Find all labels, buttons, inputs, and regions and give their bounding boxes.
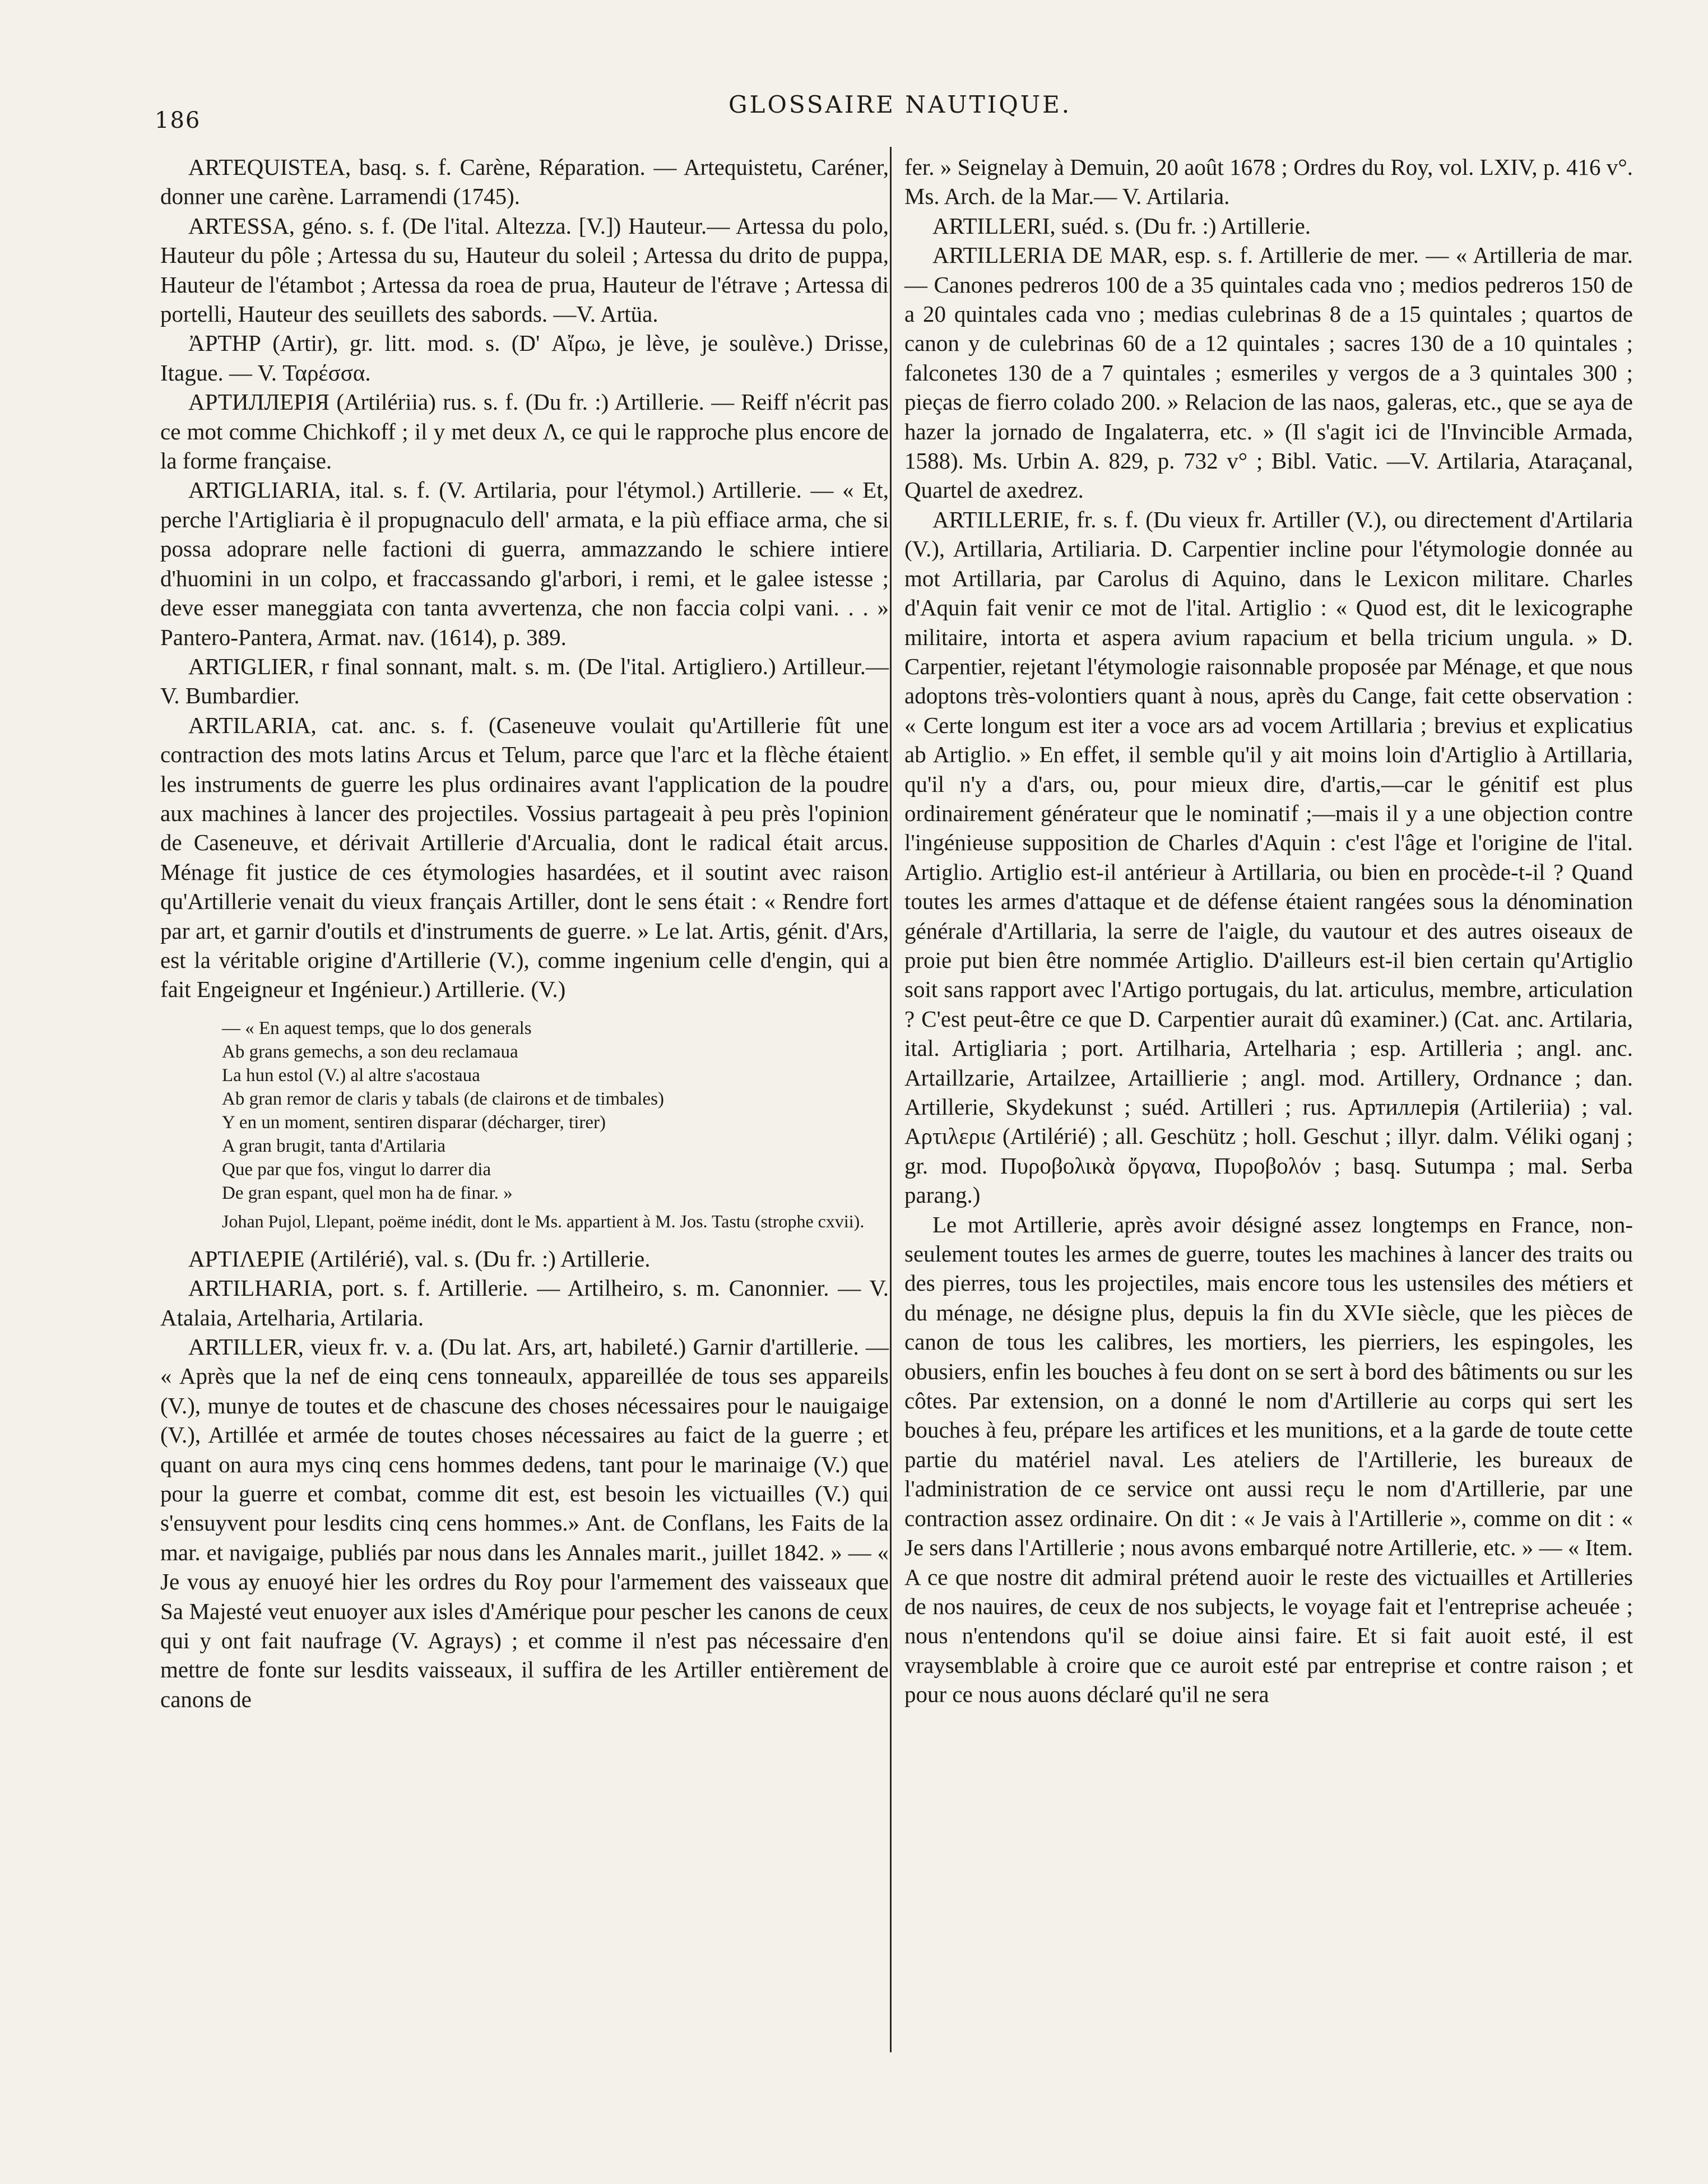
entry-continuation: fer. » Seignelay à Demuin, 20 août 1678 ; Ordres du Roy, vol. LXIV, p. 416 v°. Ms. Arch. de la Mar.— V. Artilaria. <box>904 154 1633 210</box>
entry-artillerie: ARTILLERIE, fr. s. f. (Du vieux fr. Artiller (V.), ou directement d'Artilaria (V.), Artillaria, Artiliaria. D. Carpentier incline pour l'étymologie donnée au mot Artillaria, par Carolus di Aquino, dans le Lexicon militare. Charles d'Aquin fait venir ce mot de l'ital. Artiglio : « Quod est, dit le lexicographe militaire, intorta et aspera avium rapacium et bella tricium ungula. » D. Carpentier, rejetant l'étymologie raisonnable proposée par Ménage, et que nous adoptons très-volontiers quant à nous, après du Cange, fait cette observation : « Certe longum est iter a voce ars ad vocem Artillaria ; brevius et explicatius ab Artiglio. » En effet, il semble qu'il y ait moins loin d'Artiglio à Artillaria, qu'il n'y a d'ars, ou, pour mieux dire, d'artis,—car le génitif est plus ordinairement générateur que le nominatif ;—mais il y a une objection contre l'ingénieuse supposition de Charles d'Aquin : c'est l'âge et l'origine de l'ital. Artiglio. Artiglio est-il antérieur à Artillaria, ou bien en procède-t-il ? Quand toutes les armes d'attaque et de défense étaient rangées sous la dénomination générale d'Artillaria, la serre de l'aigle, du vautour et des autres oiseaux de proie put bien être nommée Artiglio. D'ailleurs est-il bien certain qu'Artiglio soit sans rapport avec l'Artigo portugais, du lat. articulus, membre, articulation ? C'est peut-être ce que D. Carpentier aurait dû examiner.) (Cat. anc. Artilaria, ital. Artigliaria ; port. Artilharia, Artelharia ; esp. Artilleria ; angl. anc. Artaillzarie, Artailzee, Artaillierie ; angl. mod. Artillery, Ordnance ; dan. Artillerie, Skydekunst ; suéd. Artilleri ; rus. Артиллерiя (Artileriia) ; val. Αρτιλεριε (Artilérié) ; all. Geschütz ; holl. Geschut ; illyr. dalm. Véliki oganj ; gr. mod. Πυροβολικὰ ὄργανα, Πυροβολόν ; basq. Sutumpa ; mal. Serba parang.) <box>904 506 1633 1208</box>
entry-artir: ἈΡΤΗΡ (Artir), gr. litt. mod. s. (D' Αἴρω, je lève, je soulève.) Drisse, Itague. — V. Ταρέσσα. <box>160 330 889 386</box>
column-divider <box>890 147 892 2052</box>
entry-artileriia: АРТИЛЛЕРIЯ (Artilériia) rus. s. f. (Du fr. :) Artillerie. — Reiff n'écrit pas ce mot comme Chichkoff ; il y met deux Λ, ce qui le rapproche plus encore de la forme française. <box>160 389 889 474</box>
entry-artessa: ARTESSA, géno. s. f. (De l'ital. Altezza. [V.]) Hauteur.— Artessa du polo, Hauteur du pôle ; Artessa du su, Hauteur du soleil ; Artessa du drito de puppa, Hauteur de l'étambot ; Artessa da roea de prua, Hauteur de l'étrave ; Artessa di portelli, Hauteur des seuillets des sabords. —V. Artüa. <box>160 212 889 327</box>
running-title: GLOSSAIRE NAUTIQUE. <box>728 91 1072 118</box>
verse-line: — « En aquest temps, que lo dos generals <box>222 1018 532 1038</box>
entry-artillerie-discussion: Le mot Artillerie, après avoir désigné assez longtemps en France, non-seulement toutes les armes de guerre, toutes les machines à lancer des traits ou des pierres, tous les projectiles, mais encore tous les ustensiles des métiers et du ménage, ne désigne plus, depuis la fin du XVIe siècle, que les pièces de canon de tous les calibres, les mortiers, les pierriers, les espingoles, les obusiers, enfin les bouches à feu dont on se sert à bord des bâtiments ou sur les côtes. Par extension, on a donné le nom d'Artillerie au corps qui sert les bouches à feu, prépare les artifices et les munitions, et a la garde de toute cette partie du matériel naval. Les ateliers de l'Artillerie, les bureaux de l'administration de ce service ont aussi reçu le nom d'Artillerie, par une contraction assez ordinaire. On dit : « Je vais à l'Artillerie », comme on dit : « Je sers dans l'Artillerie ; nous avons embarqué notre Artillerie, etc. » — « Item. A ce que nostre dit admiral prétend auoir le reste des victuailles et Artilleries de nos nauires, de ceux de nos subjects, le voyage fait et l'entreprise acheuée ; nous n'entendons qu'il se doiue ainsi faire. Et si fait auoit esté, il est vraysemblable à croire que ce auroit esté par entreprise et contre raison ; et pour ce nous auons déclaré qu'il ne sera <box>904 1211 1633 1708</box>
entry-artilleri: ARTILLERI, suéd. s. (Du fr. :) Artillerie. <box>932 212 1311 239</box>
entry-artilaria: ARTILARIA, cat. anc. s. f. (Caseneuve voulait qu'Artillerie fût une contraction des mots latins Arcus et Telum, parce que l'arc et la flèche étaient les instruments de guerre les plus ordinaires avant l'application de la poudre aux machines à lancer des projectiles. Vossius partageait à peu près l'opinion de Caseneuve, et dérivait Artillerie d'Arcualia, dont le radical était arcus. Ménage fit justice de ces étymologies hasardées, et il soutint avec raison qu'Artillerie venait du vieux français Artiller, dont le sens était : « Rendre fort par art, et garnir d'outils et d'instruments de guerre. » Le lat. Artis, génit. d'Ars, est la véritable origine d'Artillerie (V.), comme ingenium celle d'engin, qui a fait Engeigneur et Ingénieur.) Artillerie. (V.) <box>160 712 889 1003</box>
verse-quotation <box>222 1017 889 1233</box>
verse-line: Ab gran remor de claris y tabals (de clairons et de timbales) <box>222 1088 664 1109</box>
verse-line: La hun estol (V.) al altre s'acostaua <box>222 1065 480 1086</box>
verse-source: Johan Pujol, Llepant, poëme inédit, dont le Ms. appartient à M. Jos. Tastu (strophe cxvii). <box>222 1211 865 1231</box>
verse-line: Y en un moment, sentiren disparar (décharger, tirer) <box>222 1112 606 1133</box>
left-column <box>160 152 889 1714</box>
entry-artiglier: ARTIGLIER, r final sonnant, malt. s. m. (De l'ital. Artigliero.) Artilleur.— V. Bumbardier. <box>160 653 889 709</box>
entry-artigliaria: ARTIGLIARIA, ital. s. f. (V. Artilaria, pour l'étymol.) Artillerie. — « Et, perche l'Artigliaria è il propugnaculo dell' armata, e la più effiace arma, che si possa adoprare nelle factioni di guerra, ammazzando le schiere intiere d'huomini in un colpo, et fraccassando gl'arbori, i remi, et le galee istesse ; deve esser maneggiata con tanta avvertenza, che non faccia colpi vani. . . » Pantero-Pantera, Armat. nav. (1614), p. 389. <box>160 477 889 650</box>
right-column <box>904 152 1633 1709</box>
entry-artilleria-de-mar: ARTILLERIA DE MAR, esp. s. f. Artillerie de mer. — « Artilleria de mar. — Canones pedreros 100 de a 35 quintales cada vno ; medios pedreros 150 de a 20 quintales cada vno ; medias culebrinas 8 de a 15 quintales ; quartos de canon y de culebrinas 60 de a 12 quintales ; sacres 130 de a 10 quintales ; falconetes 130 de a 7 quintales ; esmeriles y vergos de a 3 quintales 300 ; pieças de fierro colado 200. » Relacion de las naos, galeras, etc., que se aya de hazer la jornado de Ingalaterra, etc. » (Il s'agit ici de l'Invincible Armada, 1588). Ms. Urbin A. 829, p. 732 v° ; Bibl. Vatic. —V. Artilaria, Ataraçanal, Quartel de axedrez. <box>904 242 1633 503</box>
page-number: 186 <box>155 108 201 133</box>
verse-line: A gran brugit, tanta d'Artilaria <box>222 1135 446 1156</box>
entry-artequistea: ARTEQUISTEA, basq. s. f. Carène, Réparation. — Artequistetu, Caréner, donner une carène. Larramendi (1745). <box>160 154 889 210</box>
verse-line: Ab grans gemechs, a son deu reclamaua <box>222 1041 518 1062</box>
entry-artilerie-val: ΑΡΤΙΛΕΡΙΕ (Artilérié), val. s. (Du fr. :) Artillerie. <box>188 1245 651 1272</box>
verse-line: De gran espant, quel mon ha de finar. » <box>222 1183 513 1203</box>
entry-artilharia: ARTILHARIA, port. s. f. Artillerie. — Artilheiro, s. m. Canonnier. — V. Atalaia, Artelharia, Artilaria. <box>160 1275 889 1330</box>
entry-artiller: ARTILLER, vieux fr. v. a. (Du lat. Ars, art, habileté.) Garnir d'artillerie. — « Après que la nef de einq cens tonneaulx, appareillée de tous ses appareils (V.), munye de toutes et de chascune des choses nécessaires pour le nauigaige (V.), Artillée et armée de toutes choses nécessaires au faict de la guerre ; et quant on aura mys cinq cens hommes dedens, tant pour le marinaige (V.) que pour la guerre et combat, comme dit est, est besoin les victuailles (V.) qui s'ensuyvent pour lesdits cinq cens hommes.» Ant. de Conflans, les Faits de la mar. et navigaige, publiés par nous dans les Annales marit., juillet 1842. » — « Je vous ay enuoyé hier les ordres du Roy pour l'armement des vaisseaux que Sa Majesté veut enuoyer aux isles d'Amérique pour pescher les canons de ceux qui y ont fait naufrage (V. Agrays) ; et comme il n'est pas nécessaire d'en mettre de fonte sur lesdits vaisseaux, il suffira de les Artiller entièrement de canons de <box>160 1334 889 1712</box>
verse-line: Que par que fos, vingut lo darrer dia <box>222 1159 491 1180</box>
